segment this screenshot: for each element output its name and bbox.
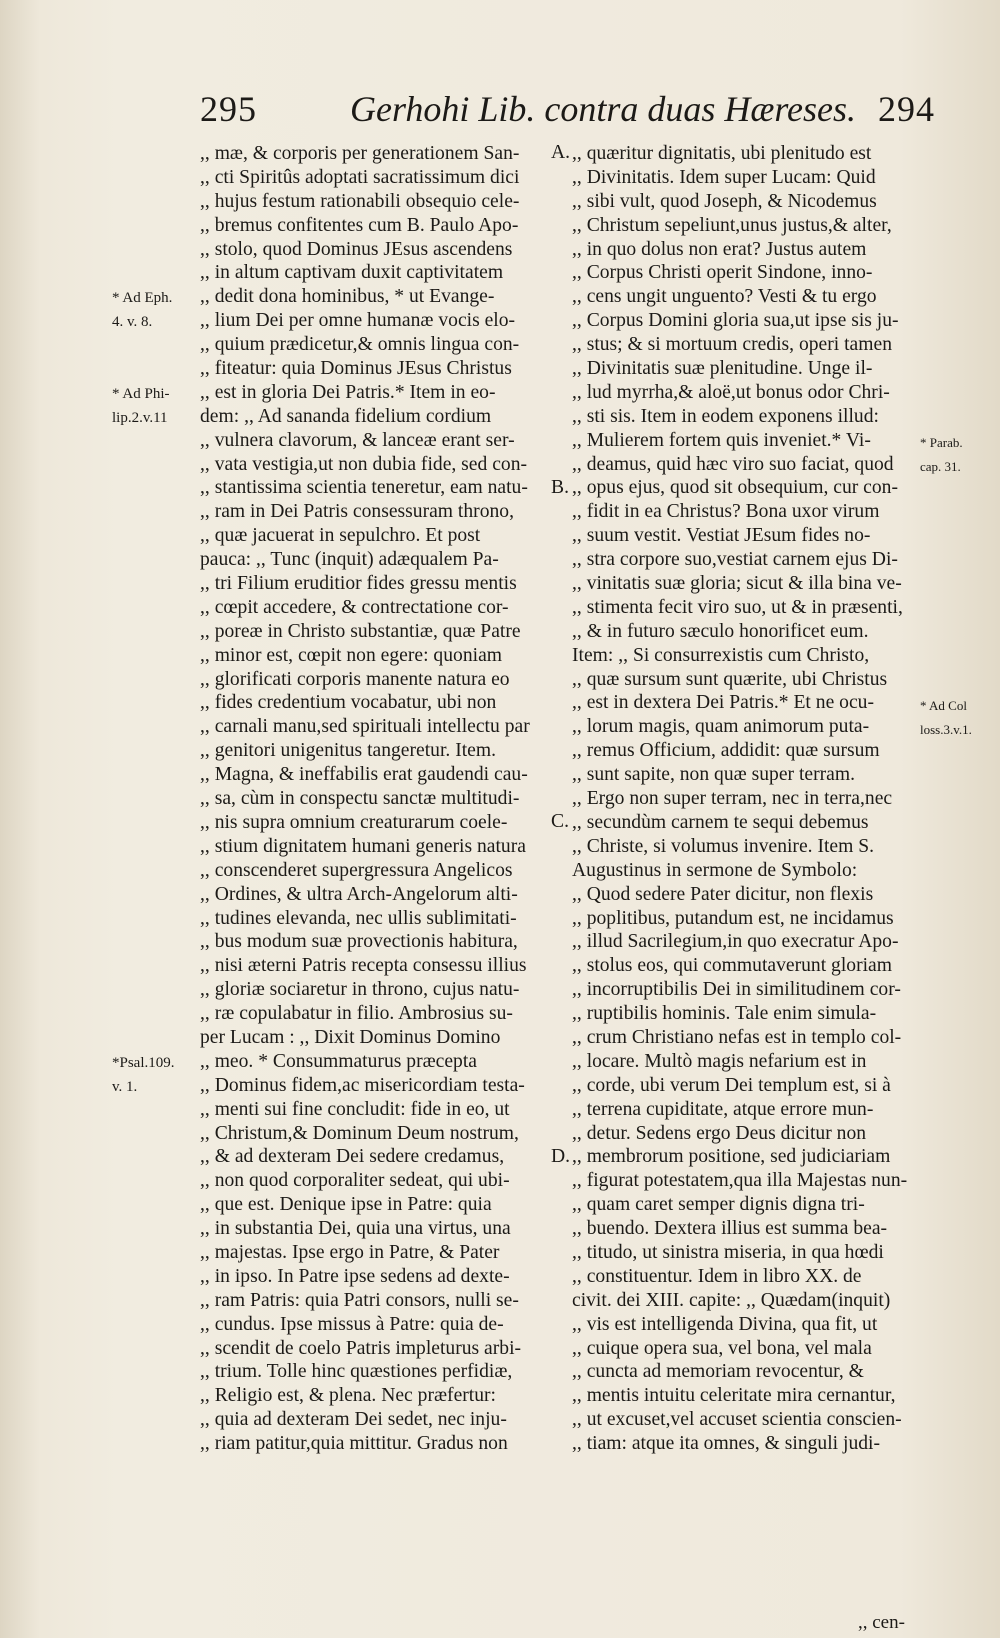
text-line: ,, fides credentium vocabatur, ubi non [200, 692, 497, 714]
text-line: ,, majestas. Ipse ergo in Patre, & Pater [200, 1241, 500, 1263]
margin-note: * Parab. [920, 434, 963, 450]
text-line: ,, vis est intelligenda Divina, qua fit, ut [572, 1313, 878, 1335]
text-line: ,, Mulierem fortem quis inveniet.* Vi- [572, 429, 871, 451]
page-header [200, 88, 935, 138]
text-line: ,, nisi æterni Patris recepta consessu illius [200, 955, 527, 977]
text-line: ,, terrena cupiditate, atque errore mun- [572, 1098, 874, 1120]
text-line: ,, hujus festum rationabili obsequio cele- [200, 190, 520, 212]
text-line: ,, sibi vult, quod Joseph, & Nicodemus [572, 190, 877, 212]
text-line: ,, sa, cùm in conspectu sanctæ multitudi- [200, 788, 520, 810]
text-line: per Lucam : ,, Dixit Dominus Domino [200, 1026, 501, 1048]
text-line: ,, cundus. Ipse missus à Patre: quia de- [200, 1313, 504, 1335]
text-line: dem: ,, Ad sananda fidelium cordium [200, 405, 492, 427]
text-line: ,, quæ jacuerat in sepulchro. Et post [200, 525, 481, 547]
text-line: ,, poreæ in Christo substantiæ, quæ Patre [200, 620, 521, 642]
text-line: ,, illud Sacrilegium,in quo execratur Apo- [572, 931, 899, 953]
text-line: ,, Divinitatis suæ plenitudine. Unge il- [572, 358, 873, 380]
text-line: ,, fidit in ea Christus? Bona uxor virum [572, 501, 880, 523]
text-line: ,, riam patitur,quia mittitur. Gradus non [200, 1433, 508, 1455]
text-line: ,, stolo, quod Dominus JEsus ascendens [200, 238, 513, 260]
text-line: ,, membrorum positione, sed judiciariam [572, 1146, 891, 1168]
left-text-column [200, 142, 550, 1456]
margin-note: *Psal.109. [112, 1055, 175, 1072]
text-line: ,, Ordines, & ultra Arch-Angelorum alti- [200, 883, 518, 905]
text-line: ,, sti sis. Item in eodem exponens illud: [572, 405, 879, 427]
margin-note: loss.3.v.1. [920, 721, 972, 737]
text-line: ,, dedit dona hominibus, * ut Evange- [200, 286, 495, 308]
text-line: ,, locare. Multò magis nefarium est in [572, 1050, 867, 1072]
text-line: ,, in altum captivam duxit captivitatem [200, 262, 504, 284]
text-line: ,, glorificati corporis manente natura eo [200, 668, 510, 690]
text-line: ,, vata vestigia,ut non dubia fide, sed con- [200, 453, 528, 475]
text-line: ,, vulnera clavorum, & lanceæ erant ser- [200, 429, 515, 451]
text-line: ,, sunt sapite, non quæ super terram. [572, 764, 855, 786]
text-line: ,, in quo dolus non erat? Justus autem [572, 238, 867, 260]
text-line: ,, & ad dexteram Dei sedere credamus, [200, 1146, 505, 1168]
text-line: ,, in ipso. In Patre ipse sedens ad dexte- [200, 1265, 510, 1287]
text-line: ,, lorum magis, quam animorum puta- [572, 716, 870, 738]
text-line: ,, deamus, quid hæc viro suo faciat, quod [572, 453, 894, 475]
running-title: Gerhohi Lib. contra duas Hæreses. [350, 89, 857, 129]
text-line: ,, minor est, cœpit non egere: quoniam [200, 644, 503, 666]
text-line: ,, Dominus fidem,ac misericordiam testa- [200, 1074, 525, 1096]
text-line: ,, stolus eos, qui commutaverunt gloriam [572, 955, 892, 977]
text-line: ,, stantissima scientia teneretur, eam natu- [200, 477, 528, 499]
text-line: ,, gloriæ sociaretur in throno, cujus natu- [200, 979, 520, 1001]
text-line: ,, stra corpore suo,vestiat carnem ejus Di- [572, 549, 898, 571]
text-line: ,, secundùm carnem te sequi debemus [572, 811, 869, 833]
right-text-column [572, 142, 932, 1456]
text-line: ,, cuncta ad memoriam revocentur, & [572, 1361, 864, 1383]
text-line: ,, scendit de coelo Patris impleturus arbi- [200, 1337, 522, 1359]
text-line: ,, Christe, si volumus invenire. Item S. [572, 835, 875, 857]
text-line: ,, tri Filium eruditior fides gressu mentis [200, 573, 517, 595]
text-line: ,, stus; & si mortuum credis, operi tamen [572, 334, 892, 356]
text-line: ,, quium prædicetur,& omnis lingua con- [200, 334, 520, 356]
text-line: ,, poplitibus, putandum est, ne incidamus [572, 907, 894, 929]
text-line: ,, fiteatur: quia Dominus JEsus Christus [200, 358, 512, 380]
text-line: ,, carnali manu,sed spirituali intellectu par [200, 716, 530, 738]
text-line: ,, nis supra omnium creaturarum coele- [200, 811, 508, 833]
text-line: ,, corde, ubi verum Dei templum est, si à [572, 1074, 891, 1096]
text-line: ,, remus Officium, addidit: quæ sursum [572, 740, 880, 762]
text-line: ,, in substantia Dei, quia una virtus, una [200, 1218, 511, 1240]
text-line: ,, Magna, & ineffabilis erat gaudendi cau- [200, 764, 528, 786]
text-line: ,, Divinitatis. Idem super Lucam: Quid [572, 166, 876, 188]
margin-note: 4. v. 8. [112, 314, 153, 331]
text-line: ,, cuique opera sua, vel bona, vel mala [572, 1337, 872, 1359]
text-line: ,, Quod sedere Pater dicitur, non flexis [572, 883, 874, 905]
text-line: ,, meo. * Consummaturus præcepta [200, 1050, 477, 1072]
text-line: ,, lud myrrha,& aloë,ut bonus odor Chri- [572, 381, 890, 403]
text-line: ,, bus modum suæ provectionis habitura, [200, 931, 518, 953]
text-line: ,, detur. Sedens ergo Deus dicitur non [572, 1122, 867, 1144]
catchword: ,, cen- [858, 1612, 905, 1633]
text-line: ,, quia ad dexteram Dei sedet, nec inju- [200, 1409, 507, 1431]
text-line: ,, opus ejus, quod sit obsequium, cur con- [572, 477, 898, 499]
text-line: ,, que est. Denique ipse in Patre: quia [200, 1194, 492, 1216]
margin-note: * Ad Phi- [112, 386, 170, 402]
text-line: ,, ram Patris: quia Patri consors, nulli se- [200, 1289, 519, 1311]
text-line: ,, menti sui fine concludit: fide in eo, ut [200, 1098, 510, 1120]
text-line: ,, non quod corporaliter sedeat, qui ubi- [200, 1170, 510, 1192]
text-line: pauca: ,, Tunc (inquit) adæqualem Pa- [200, 549, 499, 571]
text-line: ,, est in dextera Dei Patris.* Et ne ocu- [572, 692, 874, 714]
text-line: ,, stimenta fecit viro suo, ut & in præsenti, [572, 596, 903, 618]
text-line: ,, Corpus Christi operit Sindone, inno- [572, 262, 873, 284]
text-line: ,, tiam: atque ita omnes, & singuli judi- [572, 1433, 881, 1455]
text-line: ,, Ergo non super terram, nec in terra,nec [572, 788, 893, 810]
text-line: ,, trium. Tolle hinc quæstiones perfidiæ, [200, 1361, 513, 1383]
text-line: ,, mæ, & corporis per generationem San- [200, 143, 520, 164]
margin-note: v. 1. [112, 1079, 138, 1096]
text-line: ,, ram in Dei Patris consessuram throno, [200, 501, 514, 523]
text-line: ,, titudo, ut sinistra miseria, in qua hœdi [572, 1241, 884, 1263]
text-line: ,, ut excuset,vel accuset scientia conscien- [572, 1409, 902, 1431]
margin-note: cap. 31. [920, 458, 961, 474]
text-line: ,, Religio est, & plena. Nec præfertur: [200, 1385, 497, 1407]
text-line: ,, figurat potestatem,qua illa Majestas nun- [572, 1170, 908, 1192]
text-line: ,, ruptibilis hominis. Tale enim simula- [572, 1003, 877, 1025]
text-line: ,, quæritur dignitatis, ubi plenitudo est [572, 143, 872, 164]
text-line: Augustinus in sermone de Symbolo: [572, 859, 858, 881]
text-line: ,, vinitatis suæ gloria; sicut & illa bina ve- [572, 573, 902, 595]
text-line: ,, conscenderet supergressura Angelicos [200, 859, 513, 881]
text-line: ,, mentis intuitu celeritate mira cernantur, [572, 1385, 896, 1407]
text-line: ,, cœpit accedere, & contrectatione cor- [200, 596, 509, 618]
text-line: civit. dei XIII. capite: ,, Quædam(inquit) [572, 1289, 891, 1311]
section-letter: D. [551, 1145, 571, 1167]
text-line: ,, est in gloria Dei Patris.* Item in eo- [200, 381, 496, 403]
text-line: ,, genitori unigenitus tangeretur. Item. [200, 740, 497, 762]
text-line: ,, Christum,& Dominum Deum nostrum, [200, 1122, 519, 1144]
section-letter: C. [551, 811, 569, 833]
page-number-right: 294 [878, 89, 935, 129]
text-line: ,, stium dignitatem humani generis natura [200, 835, 526, 857]
text-line: ,, cti Spiritûs adoptati sacratissimum dici [200, 166, 520, 188]
text-line: ,, & in futuro sæculo honorificet eum. [572, 620, 869, 642]
margin-note: * Ad Eph. [112, 290, 173, 307]
text-line: ,, quæ sursum sunt quærite, ubi Christus [572, 668, 888, 690]
text-line: ,, suum vestit. Vestiat JEsum fides no- [572, 525, 871, 547]
text-line: ,, buendo. Dextera illius est summa bea- [572, 1218, 888, 1240]
margin-note: lip.2.v.11 [112, 409, 168, 426]
text-line: ,, bremus confitentes cum B. Paulo Apo- [200, 214, 519, 236]
text-line: ,, quam caret semper dignis digna tri- [572, 1194, 865, 1216]
margin-note: * Ad Col [920, 697, 967, 713]
text-line: ,, Christum sepeliunt,unus justus,& alter, [572, 214, 892, 236]
text-line: ,, lium Dei per omne humanæ vocis elo- [200, 310, 516, 332]
text-line: ,, crum Christiano nefas est in templo col- [572, 1026, 902, 1048]
text-line: Item: ,, Si consurrexistis cum Christo, [572, 644, 870, 666]
text-line: ,, Corpus Domini gloria sua,ut ipse sis ju- [572, 310, 899, 332]
section-letter: B. [551, 476, 569, 498]
text-line: ,, ræ copulabatur in filio. Ambrosius su- [200, 1003, 513, 1025]
text-line: ,, constituentur. Idem in libro XX. de [572, 1265, 862, 1287]
page-number-left: 295 [200, 89, 257, 129]
section-letter: A. [551, 142, 571, 163]
text-line: ,, incorruptibilis Dei in similitudinem cor- [572, 979, 901, 1001]
text-line: ,, cens ungit unguento? Vesti & tu ergo [572, 286, 877, 308]
text-line: ,, tudines elevanda, nec ullis sublimitati- [200, 907, 517, 929]
